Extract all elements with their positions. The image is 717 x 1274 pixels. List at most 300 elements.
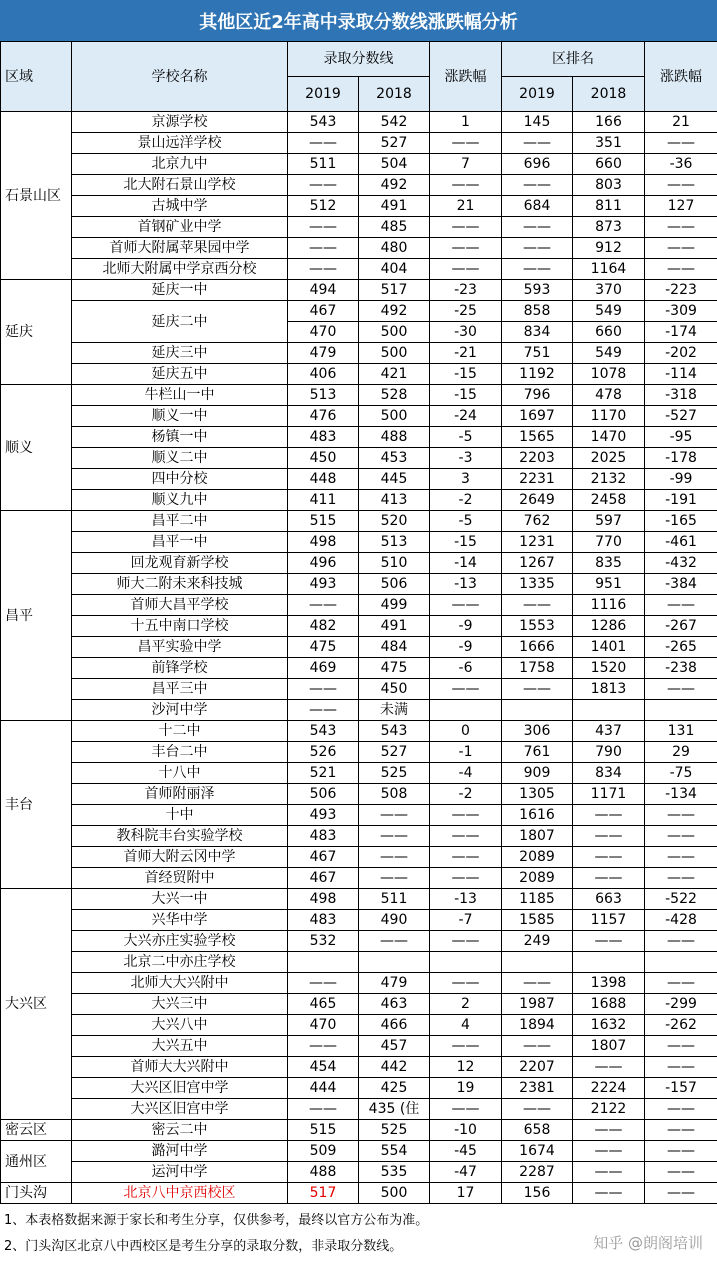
value-cell: —— [430, 973, 502, 994]
value-cell: —— [502, 679, 573, 700]
value-cell: 1401 [573, 637, 645, 658]
value-cell: 351 [573, 133, 645, 154]
value-cell: —— [573, 1183, 645, 1204]
value-cell: 660 [573, 154, 645, 175]
value-cell: 684 [502, 196, 573, 217]
value-cell: -24 [430, 406, 502, 427]
value-cell [359, 952, 430, 973]
value-cell: 498 [288, 532, 359, 553]
table-row [1, 1120, 717, 1141]
value-cell: 515 [288, 511, 359, 532]
value-cell: 482 [288, 616, 359, 637]
value-cell: -9 [430, 616, 502, 637]
value-cell: -36 [645, 154, 717, 175]
value-cell: 593 [502, 280, 573, 301]
value-cell: —— [430, 133, 502, 154]
school-name: 京源学校 [72, 112, 288, 133]
table-row [1, 721, 717, 742]
value-cell: 512 [288, 196, 359, 217]
value-cell: 506 [288, 784, 359, 805]
table-row [1, 112, 717, 133]
value-cell: —— [573, 805, 645, 826]
header-rank-change: 涨跌幅 [645, 42, 717, 112]
value-cell: 951 [573, 574, 645, 595]
value-cell: 761 [502, 742, 573, 763]
value-cell: -2 [430, 490, 502, 511]
value-cell: -432 [645, 553, 717, 574]
region-cell: 昌平 [1, 511, 72, 721]
value-cell: —— [359, 868, 430, 889]
school-name: 北师大附属中学京西分校 [72, 259, 288, 280]
value-cell: 803 [573, 175, 645, 196]
region-cell: 丰台 [1, 721, 72, 889]
header-rank-2019: 2019 [502, 77, 573, 112]
value-cell: 660 [573, 322, 645, 343]
school-name: 昌平实验中学 [72, 637, 288, 658]
school-name: 大兴区旧宫中学 [72, 1099, 288, 1120]
value-cell [502, 700, 573, 721]
table-row [1, 1162, 717, 1183]
value-cell: -23 [430, 280, 502, 301]
value-cell: -45 [430, 1141, 502, 1162]
header-school: 学校名称 [72, 42, 288, 112]
value-cell: 467 [288, 868, 359, 889]
value-cell: -6 [430, 658, 502, 679]
value-cell: -527 [645, 406, 717, 427]
header-rank-2018: 2018 [573, 77, 645, 112]
table-row [1, 595, 717, 616]
value-cell [502, 952, 573, 973]
value-cell: -14 [430, 553, 502, 574]
value-cell: 496 [288, 553, 359, 574]
value-cell: —— [645, 595, 717, 616]
school-name: 大兴五中 [72, 1036, 288, 1057]
value-cell: 478 [573, 385, 645, 406]
value-cell: 21 [645, 112, 717, 133]
value-cell: —— [502, 175, 573, 196]
table-row [1, 868, 717, 889]
value-cell: -238 [645, 658, 717, 679]
page-title: 其他区近2年高中录取分数线涨跌幅分析 [0, 0, 717, 41]
value-cell: 1674 [502, 1141, 573, 1162]
value-cell: 1170 [573, 406, 645, 427]
value-cell: 448 [288, 469, 359, 490]
value-cell: -30 [430, 322, 502, 343]
value-cell: 435 (住 [359, 1099, 430, 1120]
value-cell: 1286 [573, 616, 645, 637]
value-cell: -4 [430, 763, 502, 784]
value-cell: —— [502, 238, 573, 259]
table-row [1, 385, 717, 406]
value-cell: 479 [288, 343, 359, 364]
value-cell: 306 [502, 721, 573, 742]
region-cell: 大兴区 [1, 889, 72, 1120]
value-cell: —— [288, 259, 359, 280]
value-cell: 494 [288, 280, 359, 301]
region-cell: 顺义 [1, 385, 72, 511]
table-row [1, 364, 717, 385]
value-cell: —— [502, 217, 573, 238]
school-name: 回龙观育新学校 [72, 553, 288, 574]
value-cell: 498 [288, 889, 359, 910]
value-cell: —— [645, 973, 717, 994]
value-cell: 463 [359, 994, 430, 1015]
value-cell: -47 [430, 1162, 502, 1183]
value-cell: 1987 [502, 994, 573, 1015]
value-cell: -318 [645, 385, 717, 406]
value-cell: 517 [288, 1183, 359, 1204]
value-cell: 491 [359, 196, 430, 217]
table-row [1, 847, 717, 868]
value-cell: —— [502, 133, 573, 154]
table-row [1, 826, 717, 847]
table-row [1, 1057, 717, 1078]
value-cell: 480 [359, 238, 430, 259]
value-cell: 442 [359, 1057, 430, 1078]
table-row [1, 406, 717, 427]
value-cell: 513 [288, 385, 359, 406]
value-cell: 1688 [573, 994, 645, 1015]
value-cell: 467 [288, 301, 359, 322]
value-cell: —— [430, 175, 502, 196]
school-name: 潞河中学 [72, 1141, 288, 1162]
value-cell [430, 700, 502, 721]
school-name: 十五中南口学校 [72, 616, 288, 637]
value-cell: 696 [502, 154, 573, 175]
value-cell: 476 [288, 406, 359, 427]
value-cell: 1231 [502, 532, 573, 553]
value-cell: 1116 [573, 595, 645, 616]
table-row [1, 259, 717, 280]
value-cell [645, 700, 717, 721]
value-cell: 1171 [573, 784, 645, 805]
value-cell: —— [288, 133, 359, 154]
value-cell: 509 [288, 1141, 359, 1162]
value-cell: 1305 [502, 784, 573, 805]
value-cell: —— [573, 931, 645, 952]
school-name: 北大附石景山学校 [72, 175, 288, 196]
table-row [1, 238, 717, 259]
value-cell: 511 [359, 889, 430, 910]
table-row [1, 469, 717, 490]
value-cell: 835 [573, 553, 645, 574]
school-name: 昌平二中 [72, 511, 288, 532]
value-cell: -461 [645, 532, 717, 553]
school-name: 十八中 [72, 763, 288, 784]
value-cell: —— [645, 1099, 717, 1120]
value-cell: -15 [430, 385, 502, 406]
value-cell: 466 [359, 1015, 430, 1036]
value-cell: —— [288, 595, 359, 616]
table-row [1, 658, 717, 679]
value-cell: —— [645, 259, 717, 280]
region-cell: 通州区 [1, 1141, 72, 1183]
table-row [1, 1141, 717, 1162]
value-cell: 483 [288, 427, 359, 448]
value-cell: —— [502, 1036, 573, 1057]
value-cell: -99 [645, 469, 717, 490]
value-cell: 1666 [502, 637, 573, 658]
value-cell: 2132 [573, 469, 645, 490]
value-cell: —— [430, 259, 502, 280]
value-cell: —— [645, 238, 717, 259]
value-cell: —— [645, 931, 717, 952]
value-cell: 491 [359, 616, 430, 637]
value-cell: 1632 [573, 1015, 645, 1036]
value-cell: —— [645, 133, 717, 154]
value-cell: 790 [573, 742, 645, 763]
value-cell: —— [288, 679, 359, 700]
value-cell: -157 [645, 1078, 717, 1099]
school-name: 首钢矿业中学 [72, 217, 288, 238]
table-row [1, 805, 717, 826]
value-cell: 834 [502, 322, 573, 343]
value-cell: —— [645, 847, 717, 868]
table-row [1, 910, 717, 931]
value-cell: 156 [502, 1183, 573, 1204]
value-cell: —— [430, 217, 502, 238]
table-row [1, 427, 717, 448]
region-cell: 密云区 [1, 1120, 72, 1141]
value-cell: -178 [645, 448, 717, 469]
value-cell: 490 [359, 910, 430, 931]
value-cell: 499 [359, 595, 430, 616]
value-cell: 527 [359, 742, 430, 763]
school-name: 牛栏山一中 [72, 385, 288, 406]
value-cell: 131 [645, 721, 717, 742]
footnote: 1、本表格数据来源于家长和考生分享，仅供参考，最终以官方公布为准。 [4, 1213, 429, 1228]
value-cell: 127 [645, 196, 717, 217]
value-cell: —— [573, 1120, 645, 1141]
school-name: 大兴亦庄实验学校 [72, 931, 288, 952]
value-cell: 404 [359, 259, 430, 280]
school-name: 延庆三中 [72, 343, 288, 364]
value-cell: 21 [430, 196, 502, 217]
footnotes [4, 1208, 428, 1260]
footnote: 2、门头沟区北京八中西校区是考生分享的录取分数，非录取分数线。 [4, 1239, 403, 1254]
value-cell: —— [645, 1141, 717, 1162]
value-cell: -10 [430, 1120, 502, 1141]
region-cell: 门头沟 [1, 1183, 72, 1204]
school-name: 运河中学 [72, 1162, 288, 1183]
value-cell: 504 [359, 154, 430, 175]
value-cell: —— [645, 1183, 717, 1204]
value-cell: —— [645, 175, 717, 196]
table-row [1, 1036, 717, 1057]
value-cell: 1157 [573, 910, 645, 931]
value-cell: —— [645, 679, 717, 700]
school-name: 密云二中 [72, 1120, 288, 1141]
value-cell: 17 [430, 1183, 502, 1204]
value-cell: -114 [645, 364, 717, 385]
value-cell: —— [645, 805, 717, 826]
value-cell: 411 [288, 490, 359, 511]
value-cell: 454 [288, 1057, 359, 1078]
value-cell: 1807 [573, 1036, 645, 1057]
table-row [1, 280, 717, 301]
table-row [1, 532, 717, 553]
value-cell: 3 [430, 469, 502, 490]
table-row [1, 1099, 717, 1120]
value-cell: 506 [359, 574, 430, 595]
value-cell: —— [288, 238, 359, 259]
value-cell: —— [502, 595, 573, 616]
value-cell: 493 [288, 574, 359, 595]
value-cell: —— [288, 217, 359, 238]
table-row [1, 133, 717, 154]
value-cell: 1335 [502, 574, 573, 595]
value-cell: 249 [502, 931, 573, 952]
value-cell: —— [288, 973, 359, 994]
table-row [1, 196, 717, 217]
table-row [1, 994, 717, 1015]
watermark-text: 知乎 @朗阁培训 [593, 1234, 703, 1252]
school-name: 首师附丽泽 [72, 784, 288, 805]
table-row [1, 679, 717, 700]
value-cell: 1520 [573, 658, 645, 679]
value-cell: 508 [359, 784, 430, 805]
value-cell: -7 [430, 910, 502, 931]
value-cell: 2 [430, 994, 502, 1015]
table-row [1, 217, 717, 238]
value-cell: —— [430, 1036, 502, 1057]
value-cell: -223 [645, 280, 717, 301]
value-cell: —— [573, 826, 645, 847]
value-cell: 19 [430, 1078, 502, 1099]
school-name: 沙河中学 [72, 700, 288, 721]
value-cell: —— [430, 826, 502, 847]
table-row [1, 952, 717, 973]
value-cell: 469 [288, 658, 359, 679]
school-name: 延庆二中 [72, 301, 288, 343]
value-cell: 526 [288, 742, 359, 763]
school-name: 十中 [72, 805, 288, 826]
school-name: 师大二附未来科技城 [72, 574, 288, 595]
value-cell: 437 [573, 721, 645, 742]
value-cell: 811 [573, 196, 645, 217]
value-cell: —— [430, 1099, 502, 1120]
value-cell: —— [288, 1099, 359, 1120]
value-cell: -299 [645, 994, 717, 1015]
value-cell: -15 [430, 364, 502, 385]
value-cell: 1813 [573, 679, 645, 700]
table-row [1, 637, 717, 658]
value-cell: —— [430, 868, 502, 889]
value-cell: 751 [502, 343, 573, 364]
school-name: 昌平一中 [72, 532, 288, 553]
header-score-2019: 2019 [288, 77, 359, 112]
value-cell [288, 952, 359, 973]
school-name: 教科院丰台实验学校 [72, 826, 288, 847]
table-row [1, 490, 717, 511]
value-cell: —— [502, 1099, 573, 1120]
value-cell: -9 [430, 637, 502, 658]
value-cell: 2089 [502, 847, 573, 868]
value-cell: 1267 [502, 553, 573, 574]
value-cell: 909 [502, 763, 573, 784]
value-cell [573, 952, 645, 973]
header-change: 涨跌幅 [430, 42, 502, 112]
value-cell: 2224 [573, 1078, 645, 1099]
value-cell: 未满 [359, 700, 430, 721]
value-cell: 873 [573, 217, 645, 238]
value-cell: 500 [359, 1183, 430, 1204]
value-cell: -191 [645, 490, 717, 511]
school-name: 顺义九中 [72, 490, 288, 511]
value-cell: 413 [359, 490, 430, 511]
value-cell: 166 [573, 112, 645, 133]
value-cell: 465 [288, 994, 359, 1015]
value-cell: 658 [502, 1120, 573, 1141]
school-name: 延庆五中 [72, 364, 288, 385]
value-cell: 406 [288, 364, 359, 385]
value-cell: 525 [359, 1120, 430, 1141]
value-cell: 1758 [502, 658, 573, 679]
value-cell: -174 [645, 322, 717, 343]
school-name: 首师大附云冈中学 [72, 847, 288, 868]
value-cell: 493 [288, 805, 359, 826]
table-row [1, 301, 717, 322]
value-cell: 488 [288, 1162, 359, 1183]
value-cell: 912 [573, 238, 645, 259]
school-name: 首师大大兴附中 [72, 1057, 288, 1078]
value-cell: —— [430, 679, 502, 700]
value-cell: 527 [359, 133, 430, 154]
value-cell: -428 [645, 910, 717, 931]
value-cell: —— [573, 868, 645, 889]
value-cell: 1894 [502, 1015, 573, 1036]
value-cell: -13 [430, 574, 502, 595]
value-cell: 0 [430, 721, 502, 742]
value-cell: 453 [359, 448, 430, 469]
header-region: 区域 [1, 42, 72, 112]
school-name: 延庆一中 [72, 280, 288, 301]
value-cell: 517 [359, 280, 430, 301]
header-score: 录取分数线 [288, 42, 430, 77]
region-cell: 延庆 [1, 280, 72, 385]
value-cell: 445 [359, 469, 430, 490]
value-cell: —— [502, 973, 573, 994]
school-name: 顺义二中 [72, 448, 288, 469]
value-cell: —— [430, 238, 502, 259]
value-cell: 1 [430, 112, 502, 133]
value-cell: 475 [288, 637, 359, 658]
school-name: 首师大昌平学校 [72, 595, 288, 616]
table-row [1, 889, 717, 910]
value-cell: —— [645, 1036, 717, 1057]
value-cell: -309 [645, 301, 717, 322]
value-cell: -165 [645, 511, 717, 532]
table-row [1, 700, 717, 721]
value-cell: —— [573, 1162, 645, 1183]
value-cell: 475 [359, 658, 430, 679]
value-cell: -95 [645, 427, 717, 448]
value-cell: 29 [645, 742, 717, 763]
value-cell: -202 [645, 343, 717, 364]
value-cell: 2025 [573, 448, 645, 469]
value-cell: 1470 [573, 427, 645, 448]
value-cell: 511 [288, 154, 359, 175]
school-name: 北京二中亦庄学校 [72, 952, 288, 973]
value-cell: 834 [573, 763, 645, 784]
value-cell: 525 [359, 763, 430, 784]
table-row [1, 553, 717, 574]
table-row [1, 574, 717, 595]
school-name: 古城中学 [72, 196, 288, 217]
value-cell: 1078 [573, 364, 645, 385]
table-row [1, 1015, 717, 1036]
table-row [1, 175, 717, 196]
